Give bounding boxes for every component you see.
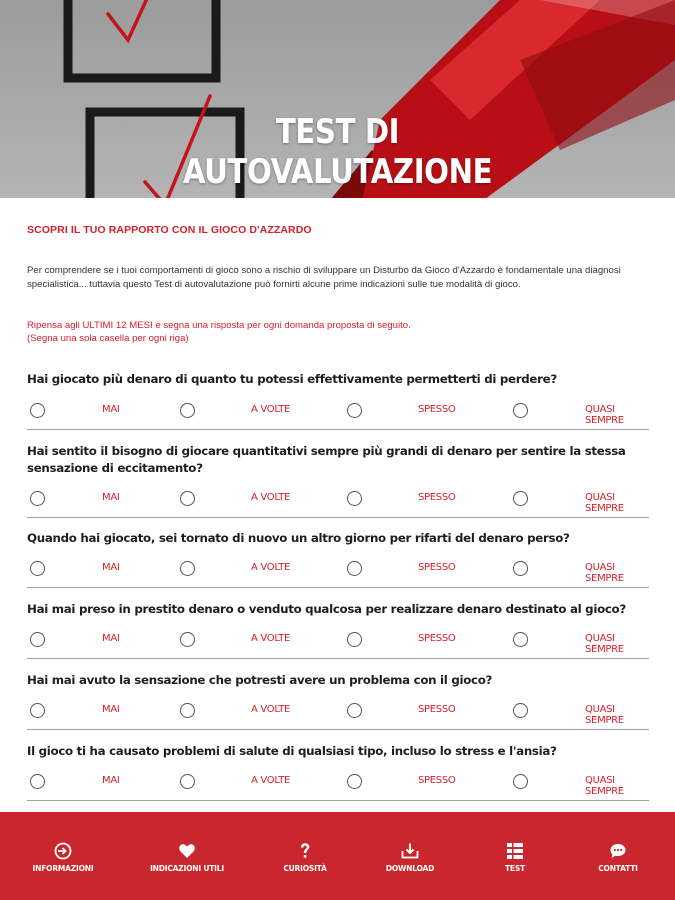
radio-quasi-sempre[interactable]: [513, 703, 528, 718]
option-label-spesso[interactable]: SPESSO: [418, 404, 456, 415]
radio-mai[interactable]: [30, 703, 45, 718]
answer-options: [27, 401, 649, 426]
divider: [27, 587, 649, 588]
divider: [27, 429, 649, 430]
question-item: [27, 371, 649, 426]
page-title-line1: TEST DI: [275, 112, 400, 152]
option-label-mai[interactable]: MAI: [102, 633, 120, 644]
radio-quasi-sempre[interactable]: [513, 491, 528, 506]
option-label-mai[interactable]: MAI: [102, 492, 120, 503]
hero-banner: [0, 0, 675, 198]
nav-item-indicazioni-utili[interactable]: [132, 842, 242, 873]
checklist-icon: [506, 842, 524, 860]
radio-mai[interactable]: [30, 403, 45, 418]
question-text: Hai mai avuto la sensazione che potresti avere un problema con il gioco?: [27, 673, 493, 687]
divider: [27, 517, 649, 518]
intro-paragraph: Per comprendere se i tuoi comportamenti di gioco sono a rischio di sviluppare un Disturbo da Gioco d'Azzardo è fondamentale una diagnosi specialistica... tuttavia questo Test di autovalutazione può fornirti alcune prime indicazioni sulle tue modalità di gioco.: [27, 265, 621, 290]
option-label-a-volte[interactable]: A VOLTE: [251, 404, 291, 415]
radio-mai[interactable]: [30, 774, 45, 789]
option-label-a-volte[interactable]: A VOLTE: [251, 492, 291, 503]
section-subtitle: SCOPRI IL TUO RAPPORTO CON IL GIOCO D'AZZARDO: [27, 224, 312, 236]
radio-quasi-sempre[interactable]: [513, 403, 528, 418]
answer-options: [27, 630, 649, 655]
radio-spesso[interactable]: [347, 632, 362, 647]
question-item: [27, 743, 649, 797]
radio-a-volte[interactable]: [180, 561, 195, 576]
option-label-a-volte[interactable]: A VOLTE: [251, 633, 291, 644]
option-label-spesso[interactable]: SPESSO: [418, 775, 456, 786]
bottom-navigation: [0, 812, 675, 900]
radio-a-volte[interactable]: [180, 403, 195, 418]
nav-item-curiosita[interactable]: [250, 842, 360, 873]
radio-a-volte[interactable]: [180, 491, 195, 506]
question-text: Hai mai preso in prestito denaro o venduto qualcosa per realizzare denaro destinato al gioco?: [27, 602, 626, 616]
chat-bubble-icon: [609, 842, 627, 860]
radio-spesso[interactable]: [347, 491, 362, 506]
radio-a-volte[interactable]: [180, 774, 195, 789]
question-text: Il gioco ti ha causato problemi di salute di qualsiasi tipo, incluso lo stress e l'ansia?: [27, 744, 557, 758]
question-item: [27, 530, 649, 584]
option-label-quasi-sempre[interactable]: QUASI SEMPRE: [585, 704, 624, 726]
option-label-spesso[interactable]: SPESSO: [418, 492, 456, 503]
page-title-line2: AUTOVALUTAZIONE: [182, 152, 493, 192]
radio-quasi-sempre[interactable]: [513, 632, 528, 647]
nav-label: CURIOSITÀ: [283, 864, 327, 873]
option-label-quasi-sempre[interactable]: QUASI SEMPRE: [585, 492, 624, 514]
instructions: [27, 319, 647, 345]
download-icon: [401, 842, 419, 860]
question-item: [27, 601, 649, 655]
option-label-quasi-sempre[interactable]: QUASI SEMPRE: [585, 562, 624, 584]
page-title: [47, 112, 628, 192]
answer-options: [27, 772, 649, 797]
instruction-note: (Segna una sola casella per ogni riga): [27, 333, 189, 344]
question-text: Quando hai giocato, sei tornato di nuovo un altro giorno per rifarti del denaro perso?: [27, 531, 570, 545]
nav-item-informazioni[interactable]: [8, 842, 118, 873]
radio-mai[interactable]: [30, 632, 45, 647]
nav-label: INDICAZIONI UTILI: [150, 864, 224, 873]
option-label-quasi-sempre[interactable]: QUASI SEMPRE: [585, 404, 624, 426]
option-label-mai[interactable]: MAI: [102, 775, 120, 786]
login-arrow-icon: [54, 842, 72, 860]
option-label-quasi-sempre[interactable]: QUASI SEMPRE: [585, 775, 624, 797]
divider: [27, 800, 649, 801]
option-label-a-volte[interactable]: A VOLTE: [251, 775, 291, 786]
answer-options: [27, 559, 649, 584]
radio-mai[interactable]: [30, 491, 45, 506]
test-content[interactable]: [0, 198, 675, 812]
answer-options: [27, 489, 649, 514]
question-mark-icon: [296, 842, 314, 860]
radio-a-volte[interactable]: [180, 703, 195, 718]
nav-item-test[interactable]: [460, 842, 570, 873]
question-text: Hai sentito il bisogno di giocare quantitativi sempre più grandi di denaro per sentire la stessa sensazione di eccitamento?: [27, 444, 626, 475]
divider: [27, 729, 649, 730]
option-label-mai[interactable]: MAI: [102, 404, 120, 415]
radio-spesso[interactable]: [347, 403, 362, 418]
option-label-a-volte[interactable]: A VOLTE: [251, 562, 291, 573]
heart-icon: [178, 842, 196, 860]
question-item: [27, 672, 649, 726]
option-label-spesso[interactable]: SPESSO: [418, 704, 456, 715]
nav-label: CONTATTI: [598, 864, 638, 873]
nav-item-contatti[interactable]: [563, 842, 673, 873]
option-label-spesso[interactable]: SPESSO: [418, 633, 456, 644]
answer-options: [27, 701, 649, 726]
option-label-mai[interactable]: MAI: [102, 704, 120, 715]
nav-label: INFORMAZIONI: [32, 864, 94, 873]
option-label-a-volte[interactable]: A VOLTE: [251, 704, 291, 715]
question-item: [27, 443, 649, 514]
radio-spesso[interactable]: [347, 561, 362, 576]
nav-label: DOWNLOAD: [385, 864, 435, 873]
nav-label: TEST: [505, 864, 525, 873]
radio-quasi-sempre[interactable]: [513, 561, 528, 576]
radio-quasi-sempre[interactable]: [513, 774, 528, 789]
nav-item-download[interactable]: [355, 842, 465, 873]
option-label-spesso[interactable]: SPESSO: [418, 562, 456, 573]
instruction-line: Ripensa agli ULTIMI 12 MESI e segna una risposta per ogni domanda proposta di seguito.: [27, 320, 411, 331]
radio-mai[interactable]: [30, 561, 45, 576]
option-label-quasi-sempre[interactable]: QUASI SEMPRE: [585, 633, 624, 655]
question-text: Hai giocato più denaro di quanto tu potessi effettivamente permetterti di perdere?: [27, 372, 557, 386]
option-label-mai[interactable]: MAI: [102, 562, 120, 573]
radio-spesso[interactable]: [347, 774, 362, 789]
radio-a-volte[interactable]: [180, 632, 195, 647]
radio-spesso[interactable]: [347, 703, 362, 718]
divider: [27, 658, 649, 659]
